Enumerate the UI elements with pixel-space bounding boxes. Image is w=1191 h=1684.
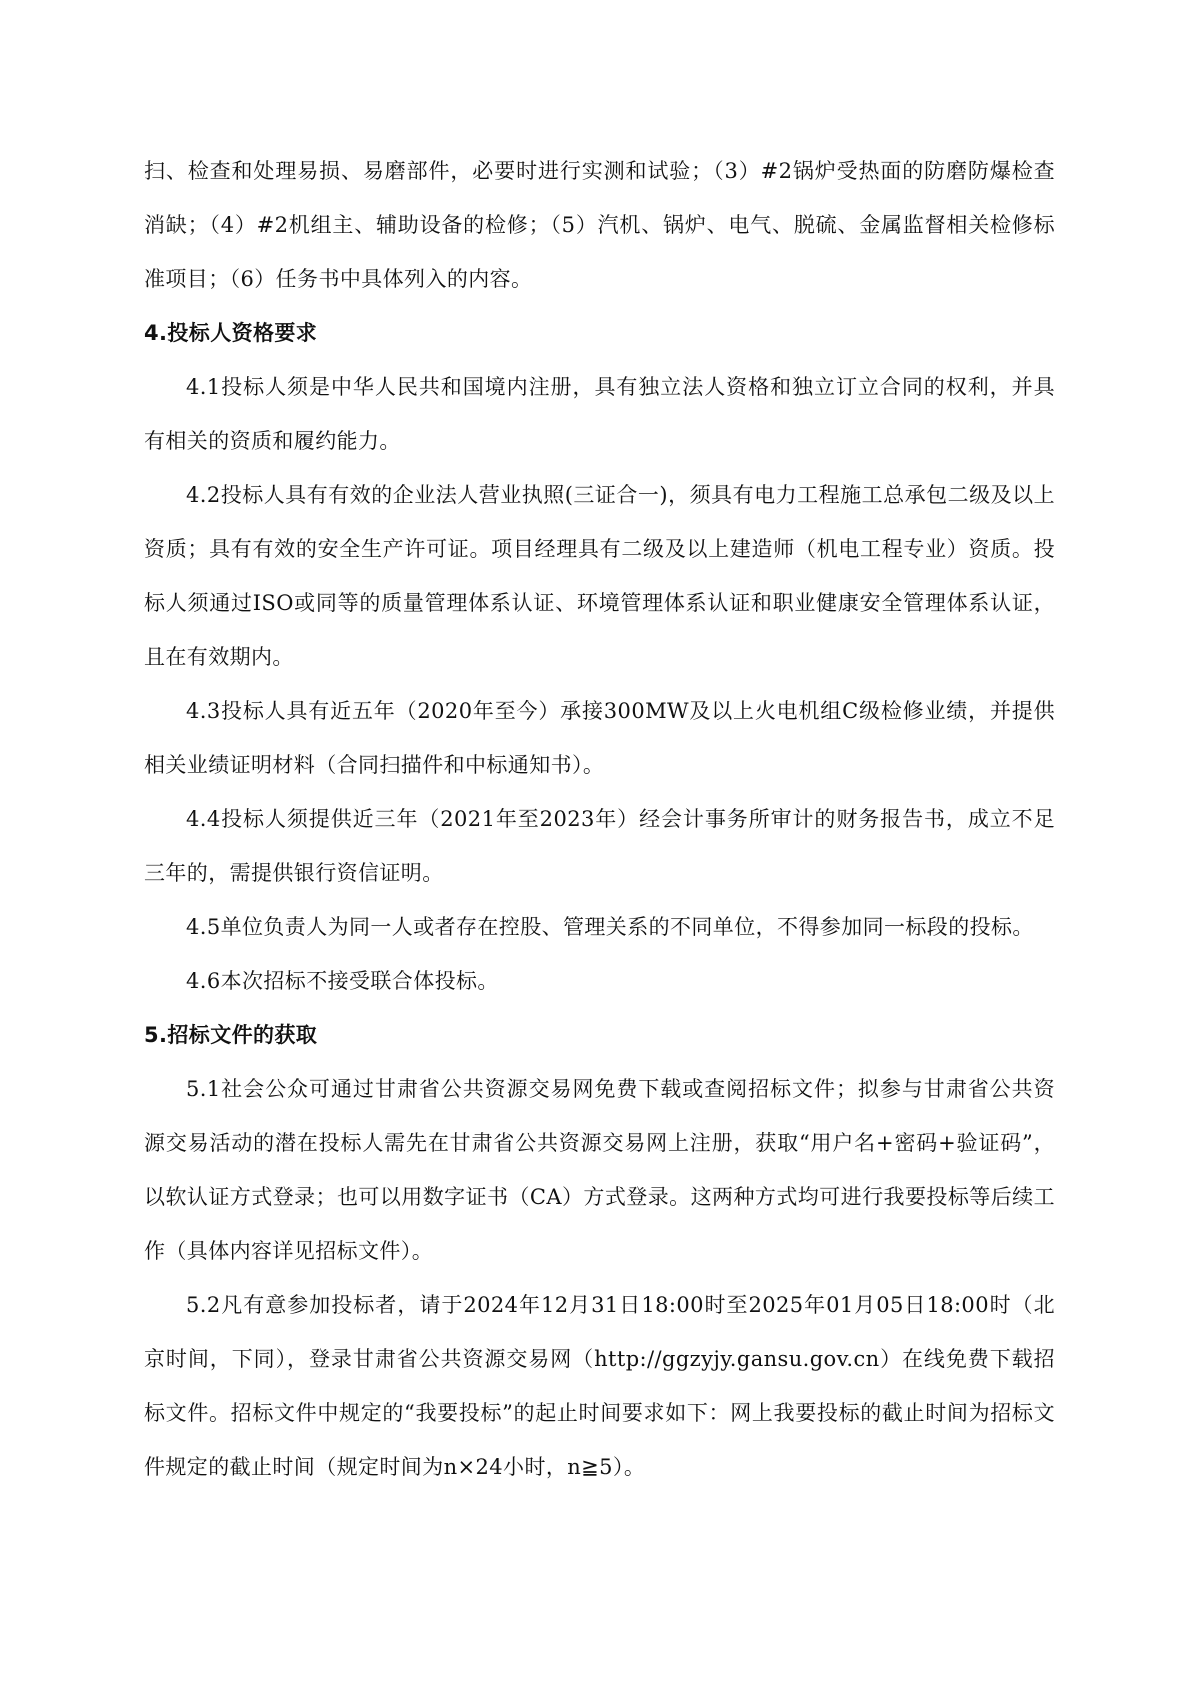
document-body — [144, 144, 1055, 1494]
section-4-heading: 4.投标人资格要求 — [144, 321, 318, 345]
paragraph-4-1: 4.1投标人须是中华人民共和国境内注册，具有独立法人资格和独立订立合同的权利，并具有相关的资质和履约能力。 — [144, 375, 1055, 453]
paragraph-5-2: 5.2凡有意参加投标者，请于2024年12月31日18:00时至2025年01月05日18:00时（北京时间，下同），登录甘肃省公共资源交易网（http://ggzyjy.gansu.gov.cn）在线免费下载招标文件。招标文件中规定的“我要投标”的起止时间要求如下：网上我要投标的截止时间为招标文件规定的截止时间（规定时间为n×24小时，n≧5）。 — [144, 1293, 1055, 1479]
paragraph-4-5: 4.5单位负责人为同一人或者存在控股、管理关系的不同单位，不得参加同一标段的投标。 — [186, 915, 1034, 939]
paragraph-5-1: 5.1社会公众可通过甘肃省公共资源交易网免费下载或查阅招标文件；拟参与甘肃省公共资源交易活动的潜在投标人需先在甘肃省公共资源交易网上注册，获取“用户名+密码+验证码”，以软认证方式登录；也可以用数字证书（CA）方式登录。这两种方式均可进行我要投标等后续工作（具体内容详见招标文件）。 — [144, 1077, 1055, 1263]
section-5-heading: 5.招标文件的获取 — [144, 1023, 318, 1047]
paragraph-4-3: 4.3投标人具有近五年（2020年至今）承接300MW及以上火电机组C级检修业绩，并提供相关业绩证明材料（合同扫描件和中标通知书）。 — [144, 699, 1055, 777]
paragraph-4-2: 4.2投标人具有有效的企业法人营业执照(三证合一)，须具有电力工程施工总承包二级及以上资质；具有有效的安全生产许可证。项目经理具有二级及以上建造师（机电工程专业）资质。投标人须通过ISO或同等的质量管理体系认证、环境管理体系认证和职业健康安全管理体系认证，且在有效期内。 — [144, 483, 1055, 669]
paragraph-4-4: 4.4投标人须提供近三年（2021年至2023年）经会计事务所审计的财务报告书，成立不足三年的，需提供银行资信证明。 — [144, 807, 1055, 885]
paragraph-4-6: 4.6本次招标不接受联合体投标。 — [186, 969, 499, 993]
continuation-paragraph: 扫、检查和处理易损、易磨部件，必要时进行实测和试验；（3）#2锅炉受热面的防磨防爆检查消缺；（4）#2机组主、辅助设备的检修；（5）汽机、锅炉、电气、脱硫、金属监督相关检修标准项目；（6）任务书中具体列入的内容。 — [144, 159, 1055, 291]
